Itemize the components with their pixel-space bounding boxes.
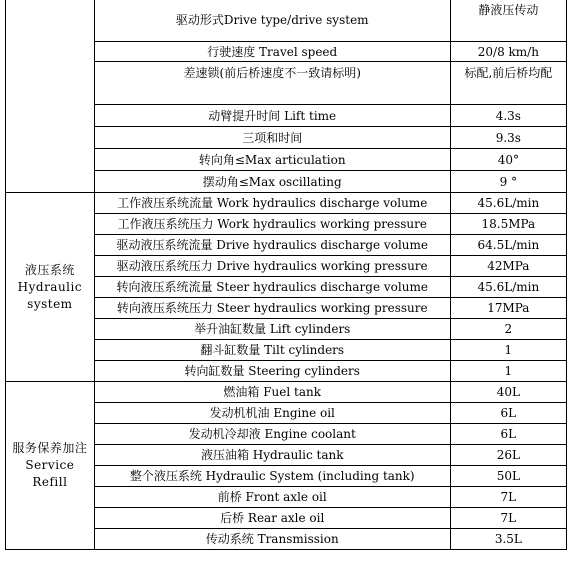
category-service: 服务保养加注 Service Refill xyxy=(6,382,95,550)
spec-value: 4.3s xyxy=(450,105,566,127)
spec-value: 9.3s xyxy=(450,127,566,149)
spec-value: 1 xyxy=(450,340,566,361)
spec-value: 18.5MPa xyxy=(450,214,566,235)
spec-value: 7L xyxy=(450,508,566,529)
table-row xyxy=(6,0,567,42)
spec-value: 42MPa xyxy=(450,256,566,277)
spec-label: 后桥 Rear axle oil xyxy=(94,508,450,529)
spec-value: 3.5L xyxy=(450,529,566,550)
spec-value: 6L xyxy=(450,424,566,445)
spec-value: 40° xyxy=(450,149,566,171)
spec-value: 50L xyxy=(450,466,566,487)
spec-label: 燃油箱 Fuel tank xyxy=(94,382,450,403)
spec-label: 传动系统 Transmission xyxy=(94,529,450,550)
spec-label: 工作液压系统流量 Work hydraulics discharge volume xyxy=(94,193,450,214)
spec-label: 工作液压系统压力 Work hydraulics working pressure xyxy=(94,214,450,235)
table-row xyxy=(6,193,567,214)
spec-value: 17MPa xyxy=(450,298,566,319)
spec-label: 液压油箱 Hydraulic tank xyxy=(94,445,450,466)
spec-value: 2 xyxy=(450,319,566,340)
spec-label: 转向液压系统压力 Steer hydraulics working pressure xyxy=(94,298,450,319)
spec-value: 26L xyxy=(450,445,566,466)
spec-label: 三项和时间 xyxy=(94,127,450,149)
spec-label: 翻斗缸数量 Tilt cylinders xyxy=(94,340,450,361)
spec-label: 转向液压系统流量 Steer hydraulics discharge volume xyxy=(94,277,450,298)
spec-label: 驱动液压系统流量 Drive hydraulics discharge volume xyxy=(94,235,450,256)
spec-label: 动臂提升时间 Lift time xyxy=(94,105,450,127)
category-cell-general xyxy=(6,0,95,193)
spec-table xyxy=(5,0,567,550)
spec-value: 45.6L/min xyxy=(450,277,566,298)
spec-label: 差速锁(前后桥速度不一致请标明) xyxy=(94,62,450,105)
spec-label: 举升油缸数量 Lift cylinders xyxy=(94,319,450,340)
spec-label: 转向缸数量 Steering cylinders xyxy=(94,361,450,382)
spec-value: 标配,前后桥均配 xyxy=(450,62,566,105)
spec-label: 摆动角≤Max oscillating xyxy=(94,171,450,193)
spec-value: 6L xyxy=(450,403,566,424)
spec-value: 1 xyxy=(450,361,566,382)
spec-label: 发动机机油 Engine oil xyxy=(94,403,450,424)
spec-label: 行驶速度 Travel speed xyxy=(94,42,450,62)
spec-value: 20/8 km/h xyxy=(450,42,566,62)
spec-value: 45.6L/min xyxy=(450,193,566,214)
spec-label: 发动机冷却液 Engine coolant xyxy=(94,424,450,445)
spec-label: 驱动液压系统压力 Drive hydraulics working pressure xyxy=(94,256,450,277)
spec-value: 9 ° xyxy=(450,171,566,193)
spec-value: 静液压传动 xyxy=(450,0,566,42)
spec-value: 64.5L/min xyxy=(450,235,566,256)
spec-value: 40L xyxy=(450,382,566,403)
spec-label: 前桥 Front axle oil xyxy=(94,487,450,508)
spec-label: 转向角≤Max articulation xyxy=(94,149,450,171)
spec-label: 驱动形式Drive type/drive system xyxy=(94,0,450,42)
spec-value: 7L xyxy=(450,487,566,508)
category-hydraulic: 液压系统 Hydraulic system xyxy=(6,193,95,382)
spec-label: 整个液压系统 Hydraulic System (including tank) xyxy=(94,466,450,487)
table-row xyxy=(6,382,567,403)
